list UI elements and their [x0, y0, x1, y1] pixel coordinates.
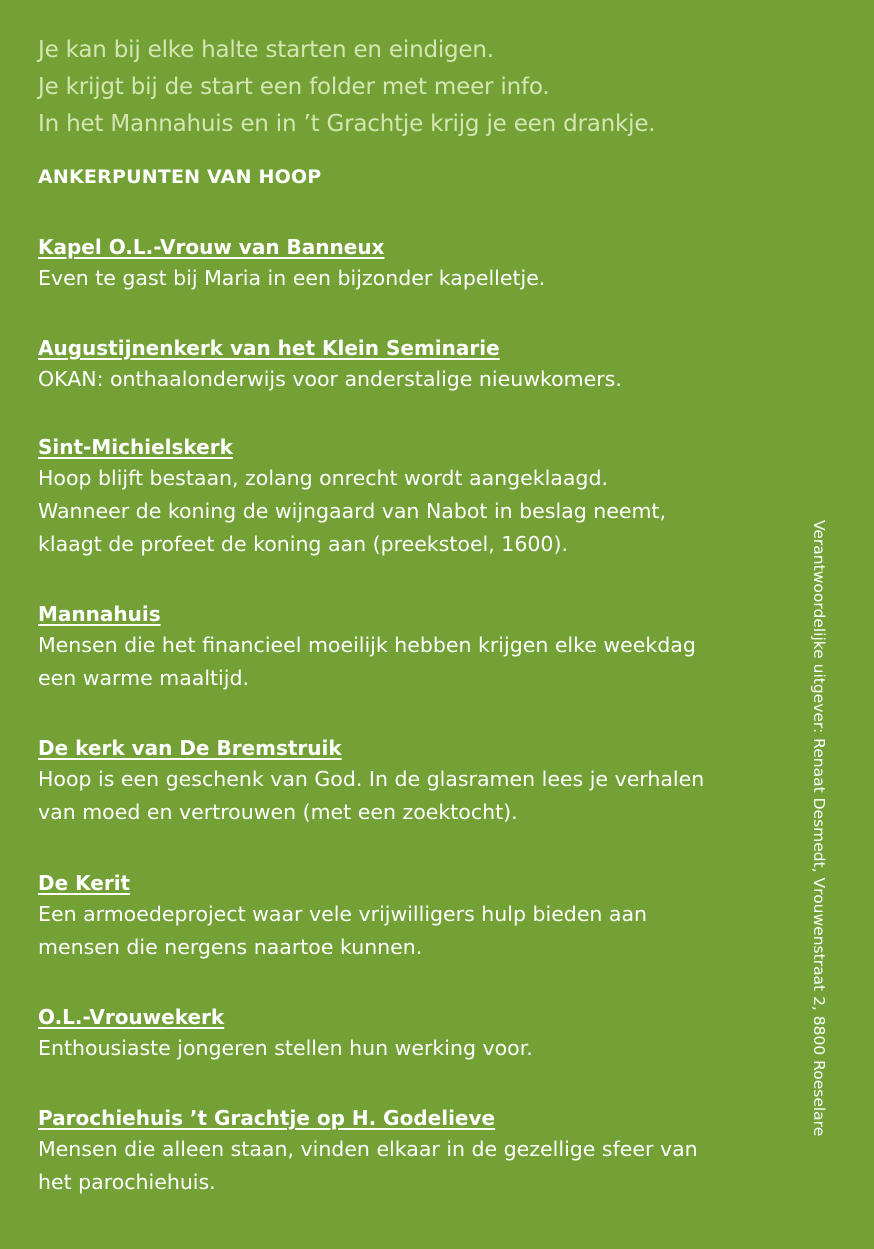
stop-description: klaagt de profeet de koning aan (preekstoel, 1600).: [38, 532, 568, 556]
stop-name: De kerk van De Bremstruik: [38, 736, 342, 760]
stop-description: Wanneer de koning de wijngaard van Nabot in beslag neemt,: [38, 499, 666, 523]
stop-item: [38, 333, 622, 396]
stop-name: De Kerit: [38, 871, 131, 895]
stop-description: het parochiehuis.: [38, 1170, 216, 1194]
stop-description: Mensen die alleen staan, vinden elkaar in de gezellige sfeer van: [38, 1137, 698, 1161]
stop-item: [38, 868, 647, 964]
stop-description: mensen die nergens naartoe kunnen.: [38, 935, 423, 959]
publisher-credit: Verantwoordelijke uitgever: Renaat Desmedt, Vrouwenstraat 2, 8800 Roeselare: [810, 520, 828, 1137]
stop-description: Een armoedeproject waar vele vrijwilligers hulp bieden aan: [38, 902, 648, 926]
stop-item: [38, 599, 696, 695]
stop-description: OKAN: onthaalonderwijs voor anderstalige nieuwkomers.: [38, 367, 622, 391]
stop-description: Hoop blijft bestaan, zolang onrecht wordt aangeklaagd.: [38, 466, 608, 490]
stop-item: [38, 1103, 698, 1199]
section-title: ANKERPUNTEN VAN HOOP: [38, 166, 322, 188]
stop-name: O.L.-Vrouwekerk: [38, 1005, 225, 1029]
stop-description: Hoop is een geschenk van God. In de glasramen lees je verhalen: [38, 767, 705, 791]
stop-name: Parochiehuis ’t Grachtje op H. Godelieve: [38, 1106, 496, 1130]
stop-item: [38, 733, 704, 829]
stop-name: Augustijnenkerk van het Klein Seminarie: [38, 336, 500, 360]
intro-line: In het Mannahuis en in ’t Grachtje krijg je een drankje.: [38, 111, 656, 137]
stop-item: [38, 232, 545, 295]
intro-line: Je kan bij elke halte starten en eindigen.: [38, 37, 494, 63]
stop-name: Mannahuis: [38, 602, 161, 626]
stop-description: Even te gast bij Maria in een bijzonder kapelletje.: [38, 266, 546, 290]
intro-block: [38, 32, 655, 143]
stop-description: Mensen die het financieel moeilijk hebben krijgen elke weekdag: [38, 633, 696, 657]
stop-description: Enthousiaste jongeren stellen hun werking voor.: [38, 1036, 533, 1060]
stop-description: van moed en vertrouwen (met een zoektocht).: [38, 800, 518, 824]
stop-name: Sint-Michielskerk: [38, 435, 233, 459]
stop-item: [38, 432, 666, 561]
stop-name: Kapel O.L.-Vrouw van Banneux: [38, 235, 385, 259]
publisher-column: [804, 520, 834, 1210]
stop-item: [38, 1002, 533, 1065]
stop-description: een warme maaltijd.: [38, 666, 249, 690]
intro-line: Je krijgt bij de start een folder met meer info.: [38, 74, 550, 100]
